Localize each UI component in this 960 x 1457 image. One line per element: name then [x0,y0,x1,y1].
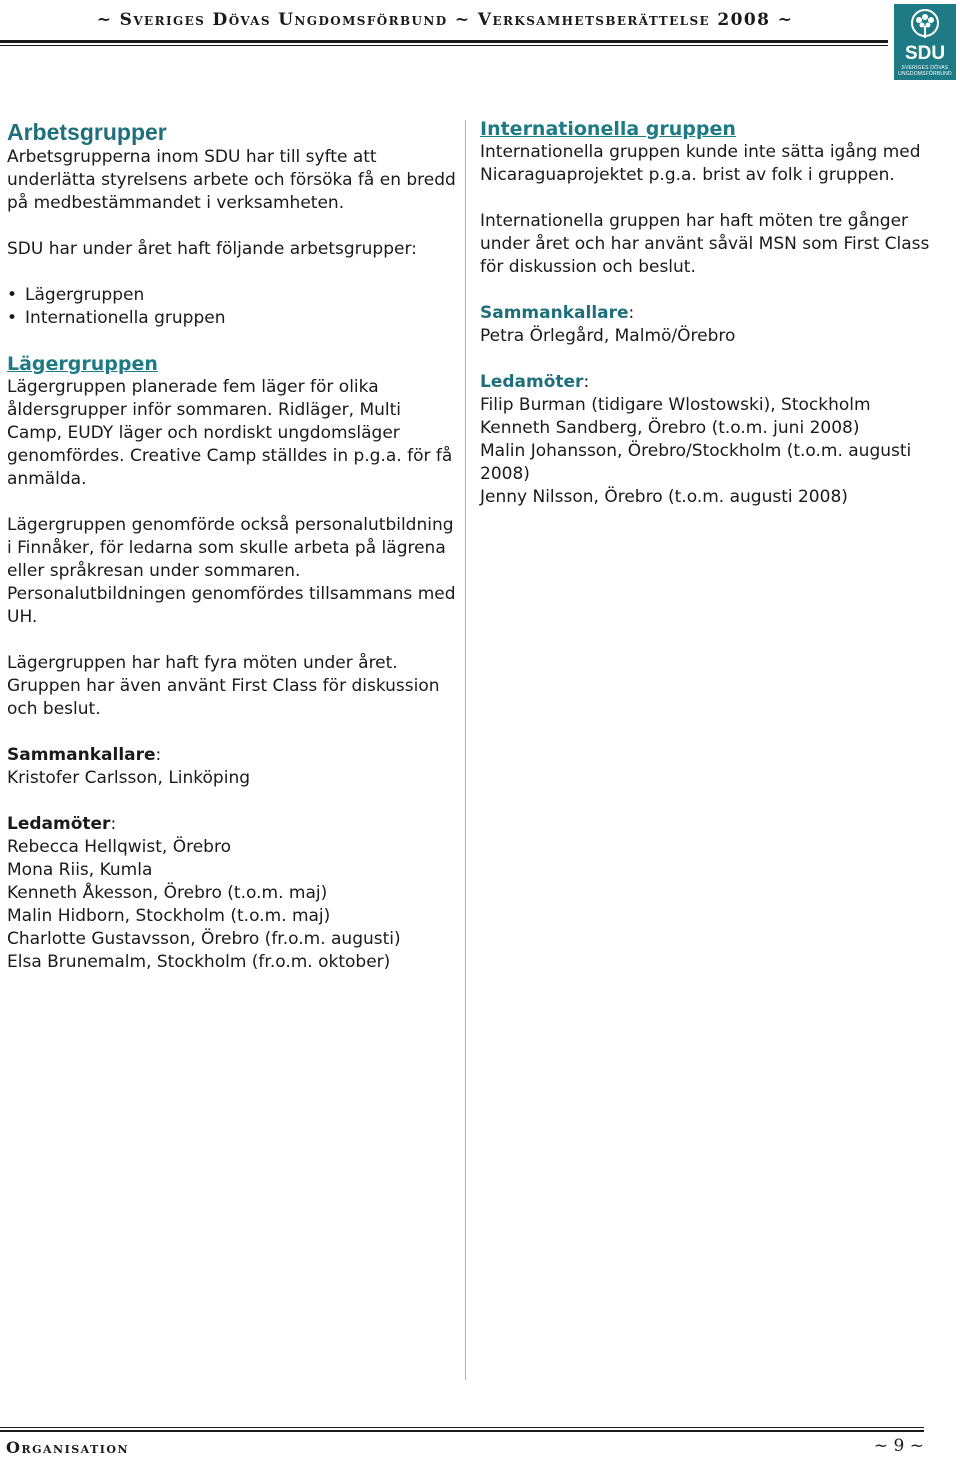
convener-label: Sammankallare: [7,745,162,765]
list-item: Rebecca Hellqwist, Örebro [7,837,231,857]
intro-paragraph: Arbetsgrupperna inom SDU har till syfte att underlätta styrelsens arbete och försöka få en bredd på medbestämmandet i verksamheten. [7,147,456,213]
intl-members-label: Ledamöter: [480,372,590,392]
arbetsgrupper-title: Arbetsgrupper [7,119,167,145]
running-header-title: ~ Sveriges Dövas Ungdomsförbund ~ Verksamhetsberättelse 2008 ~ [96,10,794,30]
intl-paragraph-1: Internationella gruppen kunde inte sätta igång med Nicaraguaprojektet p.g.a. brist av folk i gruppen. [480,142,921,185]
groups-list [7,284,459,330]
logo-subtext: SVERIGES DÖVAS UNGDOMSFÖRBUND [898,65,952,77]
internationella-title: Internationella gruppen [480,118,736,140]
intl-paragraph-2: Internationella gruppen har haft möten tre gånger under året och har använt såväl MSN som First Class för diskussion och beslut. [480,211,930,277]
footer-rule [0,1430,924,1432]
list-item: Elsa Brunemalm, Stockholm (fr.o.m. oktober) [7,952,391,972]
footer-section-name: Organisation [6,1438,130,1457]
list-item: Malin Hidborn, Stockholm (t.o.m. maj) [7,906,331,926]
lager-paragraph-1: Lägergruppen planerade fem läger för olika åldersgrupper inför sommaren. Ridläger, Multi Camp, EUDY läger och nordiskt ungdomsläger genomfördes. Creative Camp ställdes in p.g.a. för få anmälda. [7,377,453,489]
lager-paragraph-2: Lägergruppen genomförde också personalutbildning i Finnåker, för ledarna som skulle arbeta på lägrena eller språkresan under sommaren. Personalutbildningen genomfördes tillsammans med UH. [7,515,456,627]
list-item: Mona Riis, Kumla [7,860,153,880]
header-rule [0,40,888,43]
sdu-logo [894,4,956,80]
lager-paragraph-3: Lägergruppen har haft fyra möten under året. Gruppen har även använt First Class för diskussion och beslut. [7,653,440,719]
left-column [7,118,459,974]
right-column [480,118,940,509]
tree-icon [907,8,943,44]
column-divider [465,120,466,1380]
groups-intro: SDU har under året haft följande arbetsgrupper: [7,239,417,259]
intl-convener-name: Petra Örlegård, Malmö/Örebro [480,326,736,346]
list-item: Charlotte Gustavsson, Örebro (fr.o.m. augusti) [7,929,401,949]
header-rule-thin [0,45,888,46]
list-item: Jenny Nilsson, Örebro (t.o.m. augusti 2008) [480,487,848,507]
members-label: Ledamöter: [7,814,117,834]
intl-convener-label: Sammankallare: [480,303,635,323]
lagergruppen-title: Lägergruppen [7,353,158,375]
convener-name: Kristofer Carlsson, Linköping [7,768,251,788]
members-list [7,836,459,974]
logo-text: SDU [904,43,946,64]
list-item: Malin Johansson, Örebro/Stockholm (t.o.m. augusti 2008) [480,441,912,484]
footer-rule-thin [0,1427,924,1428]
list-item: • Lägergruppen [7,284,459,307]
list-item: Kenneth Åkesson, Örebro (t.o.m. maj) [7,883,328,903]
page-number: ~ 9 ~ [873,1436,924,1456]
list-item: • Internationella gruppen [7,307,459,330]
intl-members-list [480,394,940,509]
list-item: Kenneth Sandberg, Örebro (t.o.m. juni 2008) [480,418,860,438]
list-item: Filip Burman (tidigare Wlostowski), Stockholm [480,395,871,415]
